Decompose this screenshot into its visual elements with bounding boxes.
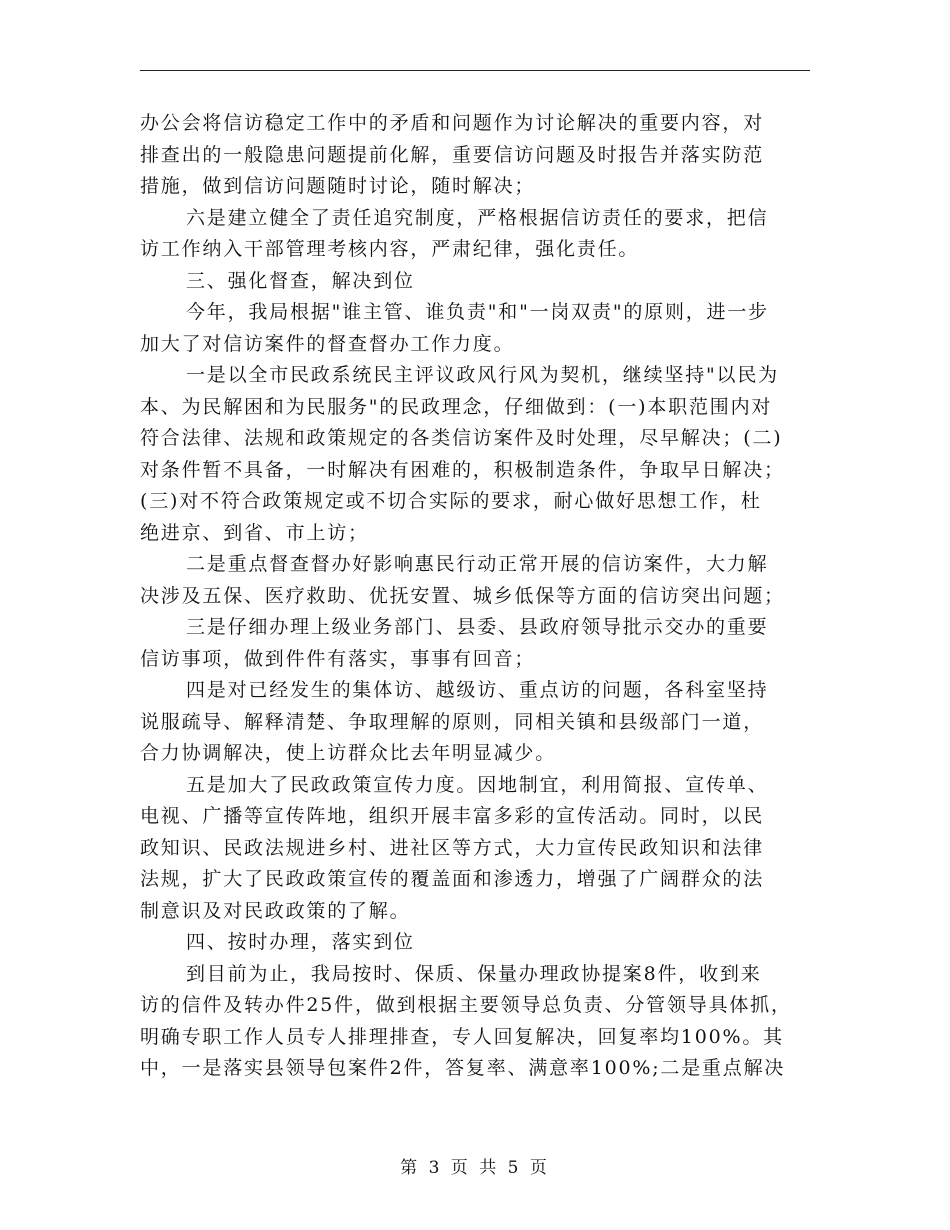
text-line: 中，一是落实县领导包案件2件，答复率、满意率100%;二是重点解决 [140, 1057, 786, 1079]
text-line: 决涉及五保、医疗救助、优抚安置、城乡低保等方面的信访突出问题； [140, 584, 785, 607]
text-line: 六是建立健全了责任追究制度，严格根据信访责任的要求，把信 [186, 206, 769, 229]
text-line: 加大了对信访案件的督查督办工作力度。 [140, 332, 515, 355]
text-line: 五是加大了民政政策宣传力度。因地制宜，利用简报、宣传单、 [186, 773, 769, 796]
section-heading: 四、按时办理，落实到位 [186, 931, 415, 953]
header-rule [140, 70, 810, 71]
text-line: 措施，做到信访问题随时讨论，随时解决； [140, 175, 536, 197]
text-line: 电视、广播等宣传阵地，组织开展丰富多彩的宣传活动。同时，以民 [140, 805, 765, 827]
text-line: 说服疏导、解释清楚、争取理解的原则，同相关镇和县级部门一道， [140, 710, 765, 733]
section-heading: 三、强化督查，解决到位 [186, 269, 415, 292]
text-line: 合力协调解决，使上访群众比去年明显减少。 [140, 742, 557, 764]
text-line: 四是对已经发生的集体访、越级访、重点访的问题，各科室坚持 [186, 679, 769, 701]
text-line: 访工作纳入干部管理考核内容，严肃纪律，强化责任。 [140, 238, 640, 260]
page-number-footer: 第 3 页 共 5 页 [400, 1158, 550, 1178]
text-line: 政知识、民政法规进乡村、进社区等方式，大力宣传民政知识和法律 [140, 836, 765, 859]
text-line: 访的信件及转办件25件，做到根据主要领导总负责、分管领导具体抓， [140, 994, 792, 1016]
text-line: (三)对不符合政策规定或不切合实际的要求，耐心做好思想工作，杜 [140, 490, 762, 512]
text-line: 明确专职工作人员专人排理排查，专人回复解决，回复率均100%。其 [140, 1025, 784, 1048]
text-line: 今年，我局根据"谁主管、谁负责"和"一岗双责"的原则，进一步 [186, 301, 769, 323]
text-line: 本、为民解困和为民服务"的民政理念，仔细做到：(一)本职范围内对 [140, 395, 773, 418]
text-line: 对条件暂不具备，一时解决有困难的，积极制造条件，争取早日解决； [140, 458, 785, 481]
text-line: 信访事项，做到件件有落实，事事有回音； [140, 647, 536, 670]
text-line: 法规，扩大了民政政策宣传的覆盖面和渗透力，增强了广阔群众的法 [140, 868, 765, 890]
text-line: 三是仔细办理上级业务部门、县委、县政府领导批示交办的重要 [186, 616, 769, 638]
text-line: 符合法律、法规和政策规定的各类信访案件及时处理，尽早解决；(二) [140, 427, 783, 449]
text-line: 绝进京、到省、市上访； [140, 521, 369, 544]
document-body [140, 108, 810, 1085]
text-line: 办公会将信访稳定工作中的矛盾和问题作为讨论解决的重要内容，对 [140, 112, 765, 134]
text-line: 排查出的一般隐患问题提前化解，重要信访问题及时报告并落实防范 [140, 143, 765, 166]
text-line: 一是以全市民政系统民主评议政风行风为契机，继续坚持"以民为 [186, 364, 779, 386]
text-line: 制意识及对民政政策的了解。 [140, 899, 411, 922]
text-line: 二是重点督查督办好影响惠民行动正常开展的信访案件，大力解 [186, 553, 769, 575]
text-line: 到目前为止，我局按时、保质、保量办理政协提案8件，收到来 [186, 962, 762, 985]
